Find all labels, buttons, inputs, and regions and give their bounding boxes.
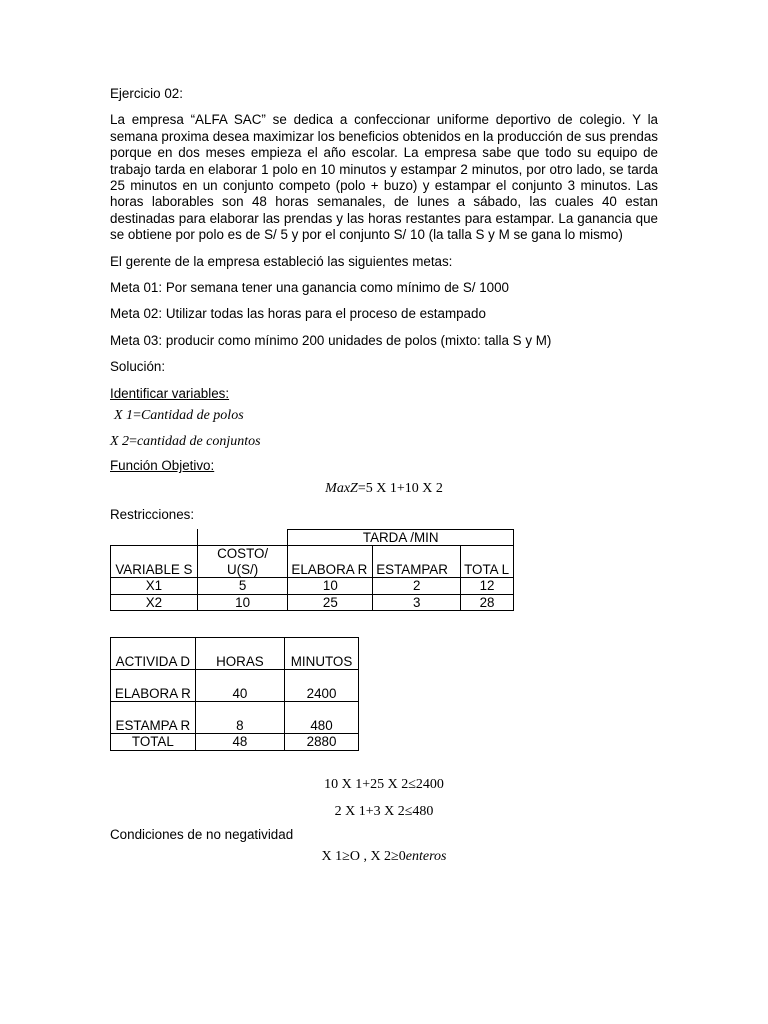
goals-intro: El gerente de la empresa estableció las siguientes metas:: [110, 253, 453, 269]
header-actividad: ACTIVIDA D: [111, 638, 196, 670]
objective-label: Función Objetivo:: [110, 458, 215, 474]
table-header-row: [111, 638, 359, 670]
exercise-heading: Ejercicio 02:: [110, 86, 183, 101]
group-header-tarda: TARDA /MIN: [288, 529, 514, 546]
table-row: ELABORA R 40 2400: [111, 670, 359, 702]
nonneg-label: Condiciones de no negatividad: [110, 826, 294, 842]
document-page: [110, 86, 658, 867]
table-header-row: [111, 546, 514, 578]
goal-2: Meta 02: Utilizar todas las horas para el proceso de estampado: [110, 306, 486, 322]
hours-table: [110, 637, 359, 751]
table-row: X2 10 25 3 28: [111, 594, 514, 611]
table-row: X1 5 10 2 12: [111, 578, 514, 595]
table-row: [111, 529, 514, 546]
header-horas: HORAS: [195, 638, 284, 670]
table-row: TOTAL 48 2880: [111, 734, 359, 751]
header-estampar: ESTAMPAR: [373, 546, 461, 578]
constraint-elaborar: 10 X 1+25 X 2≤2400: [324, 776, 444, 792]
goal-3: Meta 03: producir como mínimo 200 unidades de polos (mixto: talla S y M): [110, 332, 552, 348]
header-variables: VARIABLE S: [111, 546, 198, 578]
header-costo: COSTO/ U(S/): [197, 546, 288, 578]
restrictions-label: Restricciones:: [110, 506, 195, 522]
nonneg-conditions: X 1≥O , X 2≥0enteros: [321, 849, 447, 865]
goal-1: Meta 01: Por semana tener una ganancia como mínimo de S/ 1000: [110, 280, 509, 296]
variable-x1: X 1=Cantidad de polos: [114, 408, 244, 424]
problem-paragraph: La empresa “ALFA SAC” se dedica a confeccionar uniforme deportivo de colegio. Y la semana proxima desea maximizar los beneficios obtenidos en la producción de sus prendas porque en dos meses empieza el año escolar. La empresa sabe que todo su equipo de trabajo tarda en elaborar 1 polo en 10 minutos y estampar 2 minutos, por otro lado, se tarda 25 minutos en un conjunto competo (polo + buzo) y estampar el conjunto 3 minutos. Las horas laborables son 48 horas semanales, de lunes a sábado, las cuales 40 estan destinadas para elaborar las prendas y las horas restantes para estampar. La ganancia que se obtiene por polo es de S/ 5 y por el conjunto S/ 10 (la talla S y M se gana lo mismo): [110, 112, 658, 243]
header-total: TOTA L: [461, 546, 514, 578]
header-elaborar: ELABORA R: [288, 546, 373, 578]
times-table: [110, 529, 514, 612]
constraint-estampar: 2 X 1+3 X 2≤480: [334, 803, 434, 819]
table-row: ESTAMPA R 8 480: [111, 702, 359, 734]
identify-variables-label: Identificar variables:: [110, 385, 230, 401]
variable-x2: X 2=cantidad de conjuntos: [110, 434, 261, 450]
objective-function: MaxZ=5 X 1+10 X 2: [325, 480, 443, 496]
header-minutos: MINUTOS: [285, 638, 359, 670]
solution-label: Solución:: [110, 359, 166, 375]
